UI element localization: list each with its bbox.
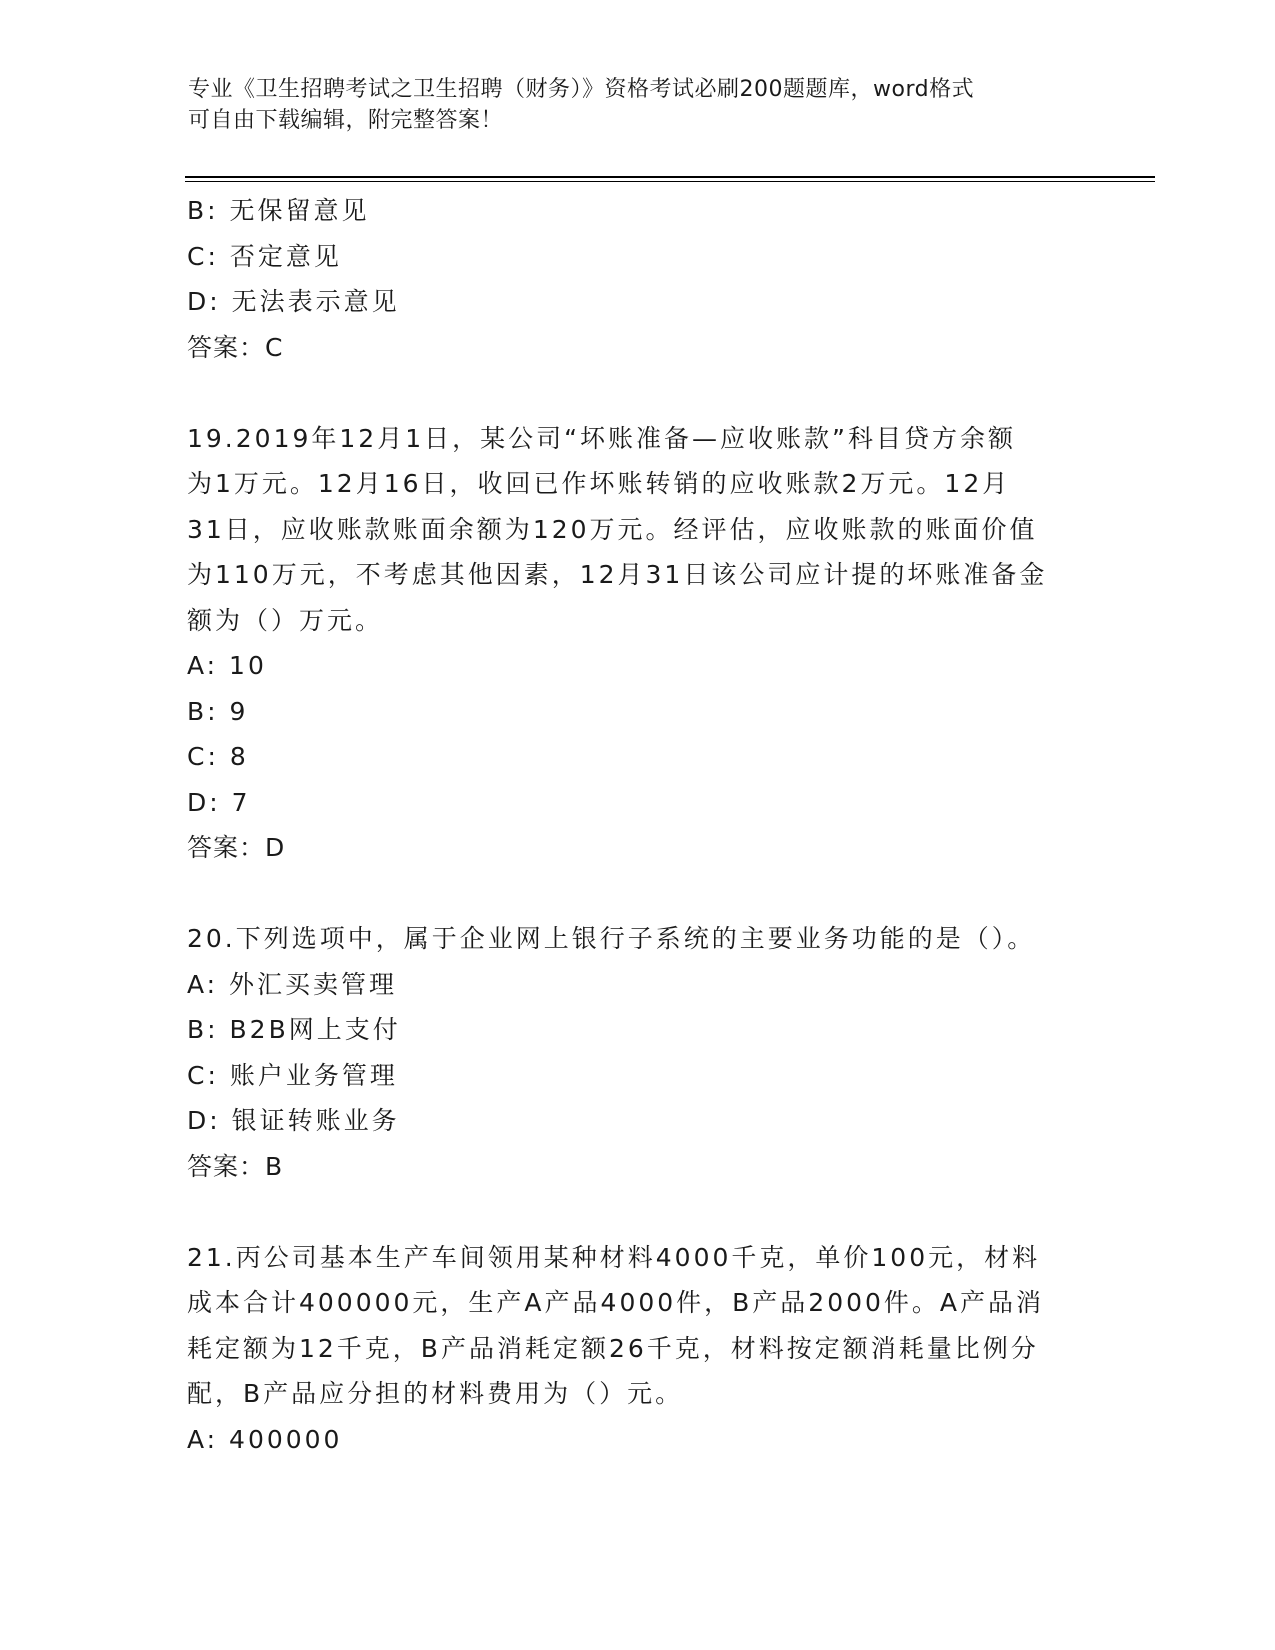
question-stem-line: 19.2019年12月1日，某公司“坏账准备—应收账款”科目贷方余额	[187, 423, 1017, 453]
question-stem-line: 为1万元。12月16日，收回已作坏账转销的应收账款2万元。12月	[187, 469, 1011, 498]
option-d: D: 无法表示意见	[187, 287, 400, 316]
question-21	[187, 1235, 1087, 1463]
spacer	[187, 1189, 1087, 1235]
option-c: C: 账户业务管理	[187, 1060, 398, 1090]
question-stem-line: 额为（）万元。	[187, 605, 384, 635]
header-divider-thick	[185, 176, 1155, 178]
question-20	[187, 916, 1087, 1189]
question-stem-line: 为110万元，不考虑其他因素，12月31日该公司应计提的坏账准备金	[187, 560, 1048, 589]
option-b: B: 9	[187, 696, 249, 726]
option-b: B: B2B网上支付	[187, 1015, 401, 1044]
header-divider-thin	[185, 181, 1155, 182]
answer-line: 答案：D	[187, 833, 286, 862]
option-d: D: 银证转账业务	[187, 1106, 400, 1135]
spacer	[187, 370, 1087, 416]
option-c: C: 否定意见	[187, 241, 342, 271]
option-a: A: 外汇买卖管理	[187, 969, 398, 999]
option-a: A: 400000	[187, 1424, 343, 1454]
header-line-1: 专业《卫生招聘考试之卫生招聘（财务）》资格考试必刷200题题库，word格式	[188, 77, 975, 102]
answer-line: 答案：B	[187, 1151, 284, 1181]
spacer	[187, 871, 1087, 917]
question-stem-line: 31日，应收账款账面余额为120万元。经评估，应收账款的账面价值	[187, 514, 1038, 544]
question-19	[187, 416, 1087, 871]
question-stem-line: 21.丙公司基本生产车间领用某种材料4000千克，单价100元，材料	[187, 1242, 1041, 1272]
option-a: A: 10	[187, 651, 267, 680]
question-stem-line: 耗定额为12千克，B产品消耗定额26千克，材料按定额消耗量比例分	[187, 1333, 1039, 1363]
document-header	[188, 74, 1068, 136]
option-c: C: 8	[187, 742, 249, 771]
option-d: D: 7	[187, 787, 251, 817]
document-body	[187, 188, 1087, 1462]
header-line-2: 可自由下载编辑，附完整答案！	[188, 108, 504, 133]
question-stem-line: 20.下列选项中，属于企业网上银行子系统的主要业务功能的是（）。	[187, 924, 1036, 953]
option-b: B: 无保留意见	[187, 196, 370, 225]
question-stem-line: 成本合计400000元，生产A产品4000件，B产品2000件。A产品消	[187, 1288, 1045, 1317]
question-stem-line: 配，B产品应分担的材料费用为（）元。	[187, 1379, 684, 1408]
question-18	[187, 188, 1087, 370]
answer-line: 答案：C	[187, 332, 284, 362]
